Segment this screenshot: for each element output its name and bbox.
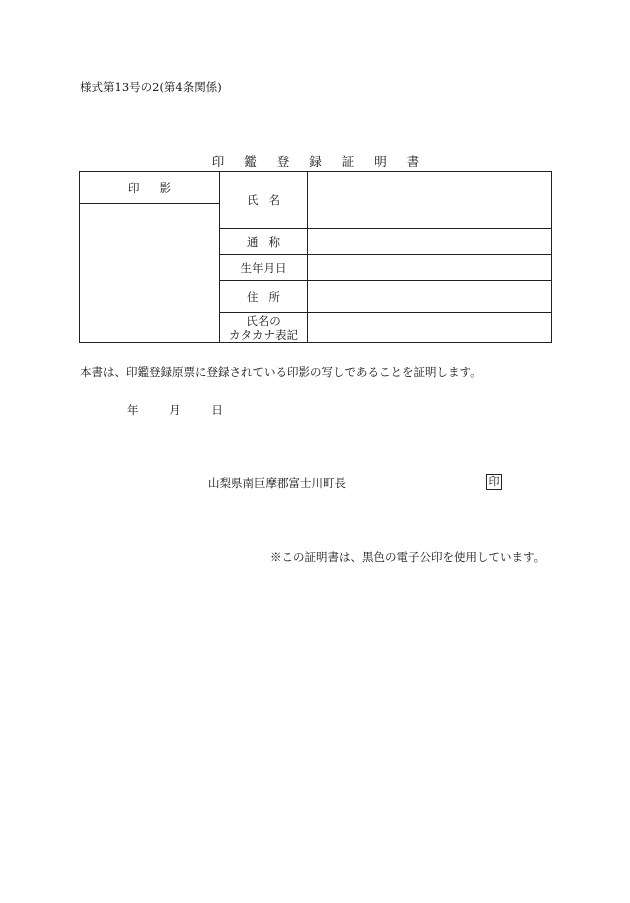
seal-impression-area <box>80 204 220 343</box>
seal-stamp-mark: 印 <box>486 474 502 490</box>
date-line <box>127 402 223 418</box>
address-value <box>308 281 552 313</box>
certification-statement: 本書は、印鑑登録原票に登録されている印影の写しであることを証明します。 <box>80 365 482 379</box>
kana-value <box>308 313 552 343</box>
date-year: 年 <box>127 403 139 417</box>
date-month: 月 <box>169 403 181 417</box>
form-number: 様式第13号の2(第4条関係) <box>80 80 222 94</box>
date-day: 日 <box>211 403 223 417</box>
name-label: 氏名 <box>220 172 308 229</box>
kana-label <box>220 313 308 343</box>
seal-impression-header: 印影 <box>80 172 220 204</box>
birthdate-label: 生年月日 <box>220 255 308 281</box>
electronic-seal-note: ※この証明書は、黒色の電子公印を使用しています。 <box>270 550 546 564</box>
certificate-table <box>79 171 552 343</box>
name-value <box>308 172 552 229</box>
alias-value <box>308 229 552 255</box>
address-label: 住所 <box>220 281 308 313</box>
kana-label-line2: カタカナ表記 <box>229 327 298 342</box>
issuer-name: 山梨県南巨摩郡富士川町長 <box>208 476 346 490</box>
alias-label: 通称 <box>220 229 308 255</box>
birthdate-value <box>308 255 552 281</box>
document-title: 印鑑登録証明書 <box>211 154 440 169</box>
kana-label-line1: 氏名の <box>246 313 281 328</box>
